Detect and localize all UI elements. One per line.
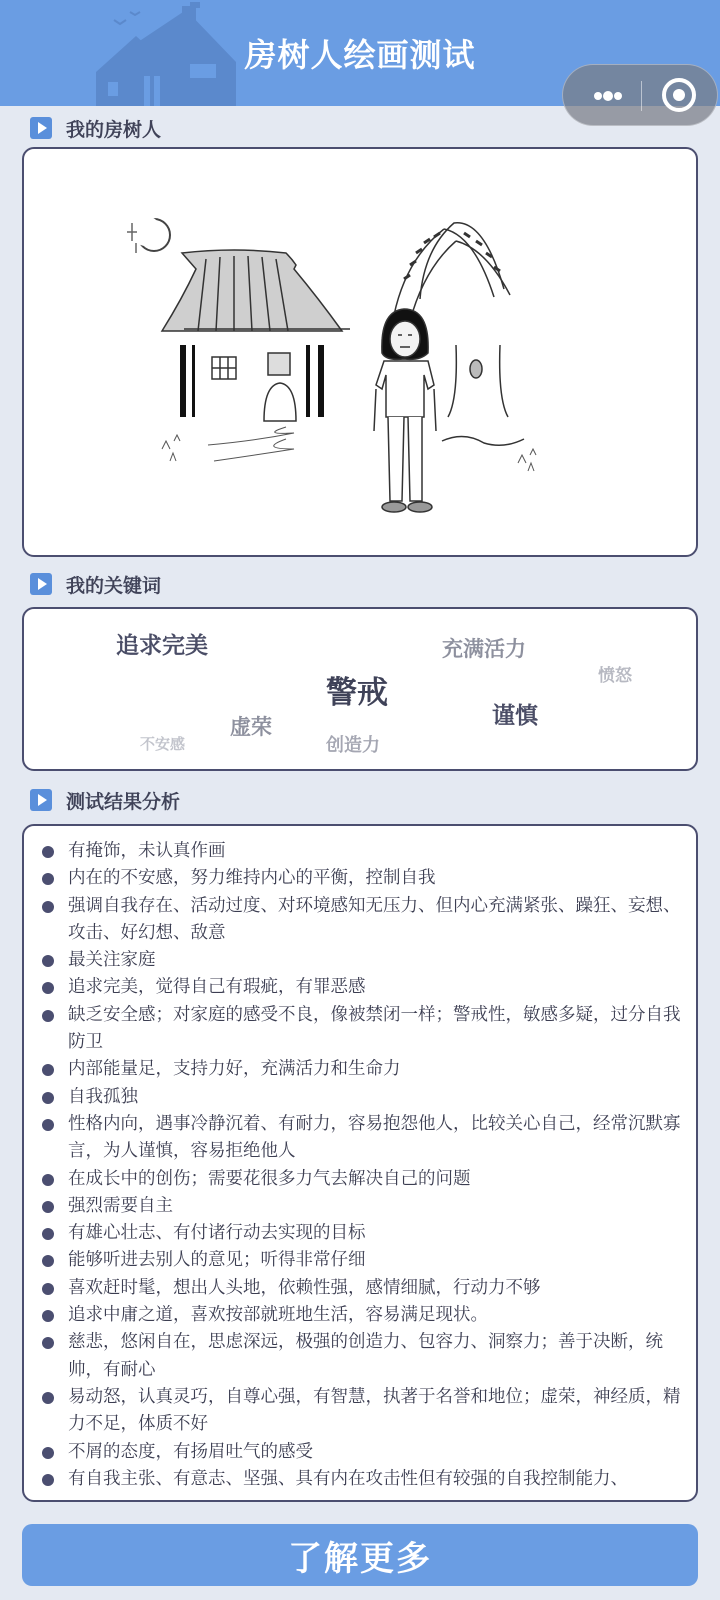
header-bar [0,0,720,106]
keyword: 警戒 [326,675,388,711]
analysis-list [24,826,696,1493]
more-dots-icon[interactable] [577,65,639,125]
house-drawing [162,250,350,461]
person-drawing [374,309,436,512]
list-item: 自我孤独 [42,1084,684,1111]
page-title: 房树人绘画测试 [244,36,476,74]
play-triangle-icon [30,789,52,811]
target-close-icon[interactable] [645,65,715,125]
keyword: 创造力 [326,735,380,756]
list-item: 有掩饰，未认真作画 [42,838,684,865]
house-tree-person-drawing [24,149,695,554]
section-title-drawing [30,115,161,141]
list-item: 慈悲，悠闲自在，思虑深远，极强的创造力、包容力、洞察力；善于决断，统帅，有耐心 [42,1329,684,1384]
list-item: 能够听进去别人的意见；听得非常仔细 [42,1247,684,1274]
keyword-cloud-card [22,607,698,771]
drawing-card [22,147,698,557]
list-item: 内部能量足，支持力好，充满活力和生命力 [42,1056,684,1083]
list-item: 在成长中的创伤；需要花很多力气去解决自己的问题 [42,1166,684,1193]
list-item: 性格内向，遇事冷静沉着、有耐力，容易抱怨他人，比较关心自己，经常沉默寡言，为人谨慎，容易拒绝他人 [42,1111,684,1166]
keyword: 不安感 [140,735,186,753]
keyword: 谨慎 [492,703,538,729]
keyword: 愤怒 [598,666,632,686]
section-title-analysis [30,787,180,813]
list-item: 追求中庸之道，喜欢按部就班地生活，容易满足现状。 [42,1302,684,1329]
list-item: 强烈需要自主 [42,1193,684,1220]
section-title-label: 我的房树人 [66,118,162,141]
section-title-label: 我的关键词 [66,574,162,597]
mini-program-capsule [562,64,718,126]
list-item: 易动怒，认真灵巧，自尊心强，有智慧，执著于名誉和地位；虚荣，神经质，精力不足，体质不好 [42,1384,684,1439]
play-triangle-icon [30,573,52,595]
section-title-keywords [30,571,161,597]
play-triangle-icon [30,117,52,139]
list-item: 有自我主张、有意志、坚强、具有内在攻击性但有较强的自我控制能力、 [42,1466,684,1493]
section-title-label: 测试结果分析 [66,790,181,813]
list-item: 缺乏安全感；对家庭的感受不良，像被禁闭一样；警戒性，敏感多疑，过分自我防卫 [42,1002,684,1057]
keyword: 充满活力 [442,637,526,661]
learn-more-button[interactable]: 了解更多 [22,1524,698,1586]
list-item: 有雄心壮志、有付诸行动去实现的目标 [42,1220,684,1247]
keyword: 追求完美 [116,633,208,659]
list-item: 最关注家庭 [42,947,684,974]
analysis-card[interactable] [22,824,698,1502]
moon-icon [127,216,170,253]
list-item: 内在的不安感，努力维持内心的平衡，控制自我 [42,865,684,892]
list-item: 追求完美，觉得自己有瑕疵，有罪恶感 [42,974,684,1001]
list-item: 喜欢赶时髦，想出人头地，依赖性强，感情细腻，行动力不够 [42,1275,684,1302]
capsule-divider [641,81,642,111]
keyword: 虚荣 [230,715,272,739]
list-item: 不屑的态度，有扬眉吐气的感受 [42,1439,684,1466]
list-item: 强调自我存在、活动过度、对环境感知无压力、但内心充满紧张、躁狂、妄想、攻击、好幻想、敌意 [42,893,684,948]
